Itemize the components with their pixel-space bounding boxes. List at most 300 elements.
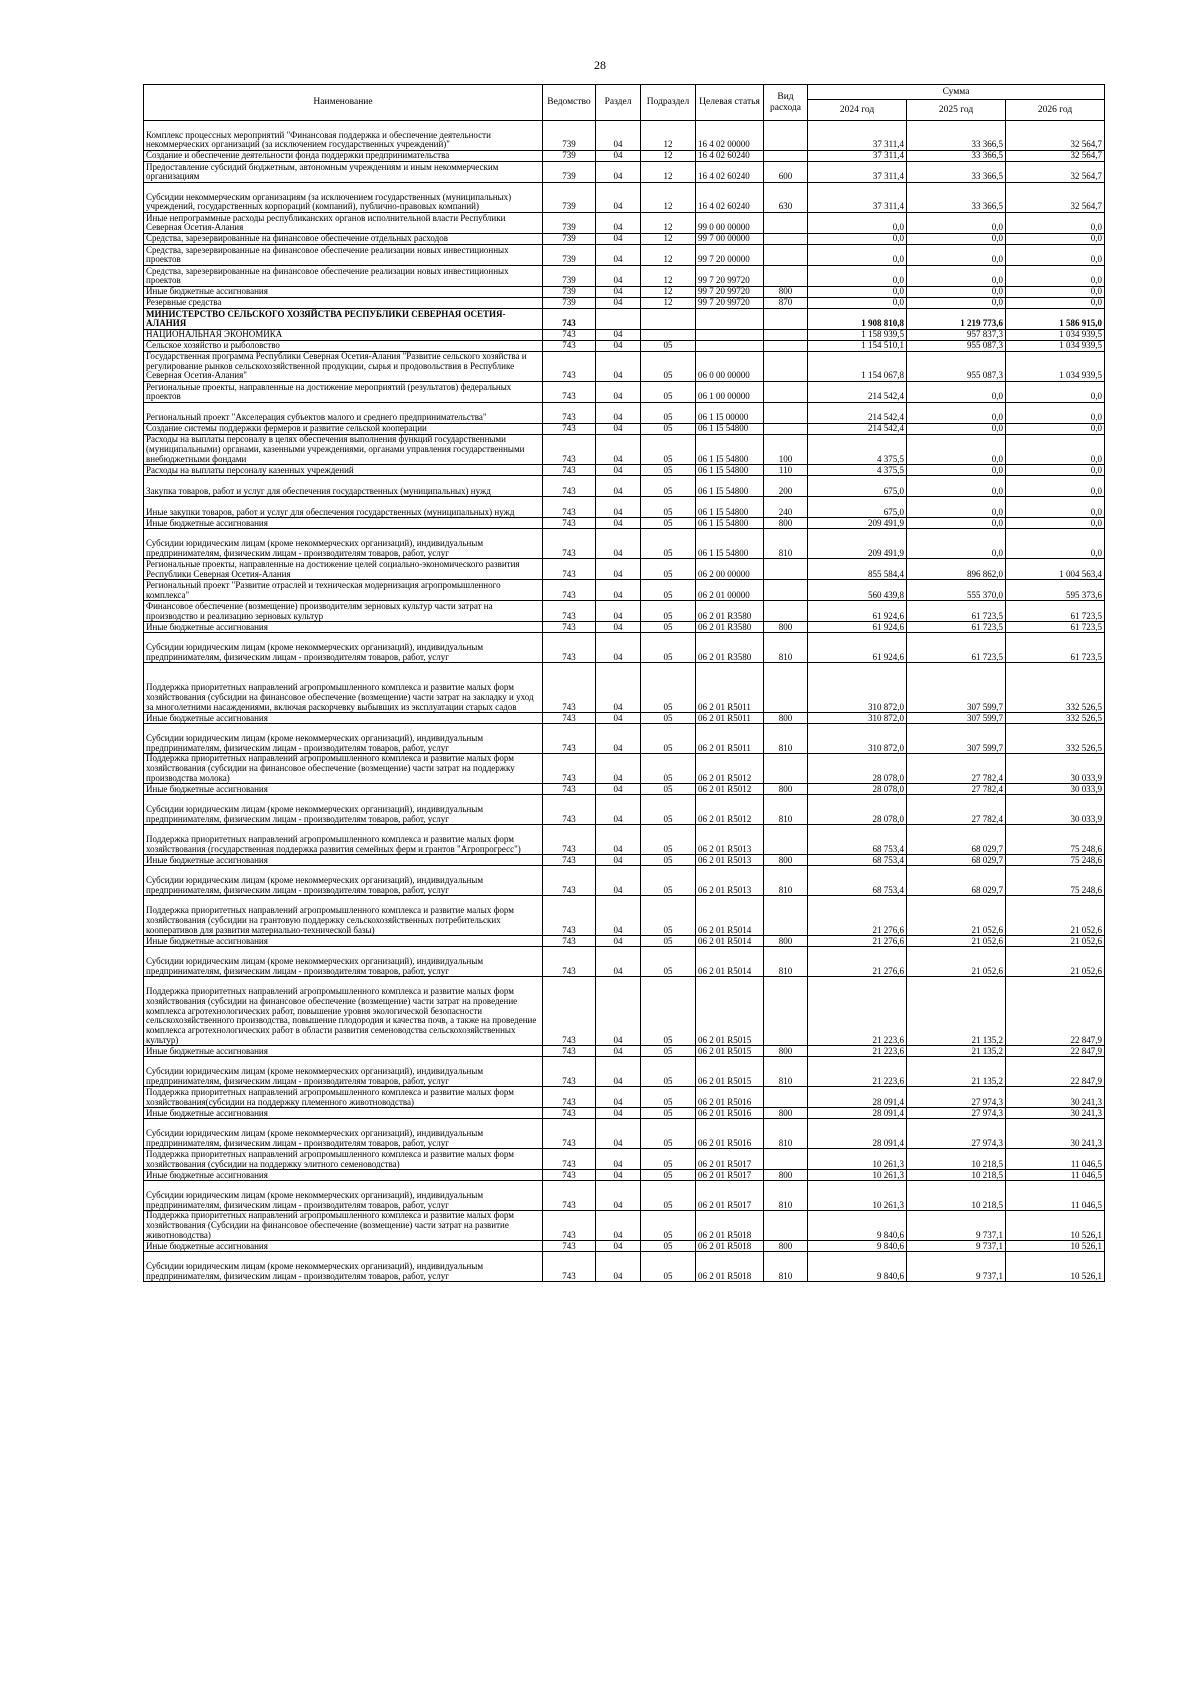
cell-expense-type (764, 151, 808, 162)
cell-2026: 32 564,7 (1006, 162, 1105, 183)
cell-2024: 0,0 (808, 213, 907, 234)
cell-2024: 37 311,4 (808, 151, 907, 162)
table-row (144, 497, 1105, 518)
cell-section: 04 (596, 529, 641, 559)
cell-2024: 21 276,6 (808, 947, 907, 977)
cell-name: Региональные проекты, направленные на достижение целей социально-экономического развития Республики Северная Осетия-Алания (144, 559, 543, 580)
table-row (144, 309, 1105, 330)
cell-name: Субсидии юридическим лицам (кроме некоммерческих организаций), индивидуальным предпринимателям, физическим лицам - производителям товаров, работ, услуг (144, 633, 543, 663)
cell-subsection: 05 (641, 424, 696, 435)
cell-section: 04 (596, 713, 641, 724)
cell-subsection: 05 (641, 518, 696, 529)
cell-name: Иные бюджетные ассигнования (144, 713, 543, 724)
cell-2026: 61 723,5 (1006, 601, 1105, 622)
cell-section: 04 (596, 663, 641, 713)
cell-name: Субсидии юридическим лицам (кроме некоммерческих организаций), индивидуальным предпринимателям, физическим лицам - производителям товаров, работ, услуг (144, 1119, 543, 1149)
cell-2024: 21 276,6 (808, 936, 907, 947)
cell-2024: 214 542,4 (808, 424, 907, 435)
cell-subsection: 05 (641, 1252, 696, 1282)
cell-department: 739 (543, 151, 596, 162)
cell-2026: 22 847,9 (1006, 1046, 1105, 1057)
cell-subsection: 05 (641, 1170, 696, 1181)
cell-section: 04 (596, 855, 641, 866)
cell-2025: 0,0 (907, 529, 1006, 559)
cell-subsection: 12 (641, 121, 696, 151)
cell-subsection: 05 (641, 1181, 696, 1211)
cell-expense-type (764, 403, 808, 424)
cell-2024: 0,0 (808, 287, 907, 298)
cell-2025: 21 135,2 (907, 977, 1006, 1046)
cell-target-article: 06 2 01 R5017 (696, 1181, 764, 1211)
cell-2025: 21 052,6 (907, 936, 1006, 947)
cell-2024: 310 872,0 (808, 724, 907, 754)
cell-target-article: 06 2 01 R5014 (696, 896, 764, 936)
cell-subsection: 12 (641, 162, 696, 183)
cell-2026: 0,0 (1006, 476, 1105, 497)
table-row (144, 663, 1105, 713)
cell-target-article: 06 2 01 R5017 (696, 1170, 764, 1181)
cell-subsection: 05 (641, 713, 696, 724)
cell-section (596, 309, 641, 330)
cell-target-article: 06 2 01 R5015 (696, 1057, 764, 1087)
cell-department: 743 (543, 713, 596, 724)
cell-expense-type (764, 352, 808, 382)
cell-2025: 0,0 (907, 403, 1006, 424)
cell-2026: 0,0 (1006, 245, 1105, 266)
cell-expense-type: 800 (764, 287, 808, 298)
cell-2026: 10 526,1 (1006, 1211, 1105, 1241)
cell-2026: 1 034 939,5 (1006, 352, 1105, 382)
cell-section: 04 (596, 287, 641, 298)
cell-name: Предоставление субсидий бюджетным, автономным учреждениям и иным некоммерческим организациям (144, 162, 543, 183)
cell-target-article: 06 1 I5 54800 (696, 465, 764, 476)
cell-2026: 30 033,9 (1006, 784, 1105, 795)
cell-department: 743 (543, 529, 596, 559)
cell-2026: 0,0 (1006, 403, 1105, 424)
cell-target-article: 06 2 01 R5014 (696, 947, 764, 977)
cell-2025: 27 974,3 (907, 1119, 1006, 1149)
table-row (144, 266, 1105, 287)
cell-subsection: 05 (641, 601, 696, 622)
cell-section: 04 (596, 1108, 641, 1119)
cell-expense-type (764, 266, 808, 287)
cell-2024: 21 223,6 (808, 1046, 907, 1057)
cell-2024: 214 542,4 (808, 382, 907, 403)
cell-2026: 21 052,6 (1006, 947, 1105, 977)
cell-name: Расходы на выплаты персоналу в целях обеспечения выполнения функций государственными (муниципальными) органами, казенными учреждениями, органами управления государственными внебюджетными фондами (144, 435, 543, 465)
cell-expense-type: 870 (764, 298, 808, 309)
cell-department: 739 (543, 213, 596, 234)
cell-department: 739 (543, 266, 596, 287)
cell-2025: 307 599,7 (907, 724, 1006, 754)
cell-expense-type (764, 1211, 808, 1241)
table-row (144, 1046, 1105, 1057)
cell-2026: 32 564,7 (1006, 183, 1105, 213)
cell-2025: 33 366,5 (907, 162, 1006, 183)
cell-department: 739 (543, 121, 596, 151)
cell-2024: 10 261,3 (808, 1170, 907, 1181)
cell-expense-type: 810 (764, 724, 808, 754)
cell-expense-type (764, 341, 808, 352)
table-row (144, 1119, 1105, 1149)
cell-section: 04 (596, 403, 641, 424)
cell-section: 04 (596, 465, 641, 476)
cell-2024: 21 276,6 (808, 896, 907, 936)
cell-subsection (641, 309, 696, 330)
cell-2024: 1 908 810,8 (808, 309, 907, 330)
cell-2026: 0,0 (1006, 287, 1105, 298)
cell-2026: 0,0 (1006, 213, 1105, 234)
cell-2025: 896 862,0 (907, 559, 1006, 580)
cell-name: Создание системы поддержки фермеров и развитие сельской кооперации (144, 424, 543, 435)
cell-name: Субсидии юридическим лицам (кроме некоммерческих организаций), индивидуальным предпринимателям, физическим лицам - производителям товаров, работ, услуг (144, 947, 543, 977)
cell-expense-type: 800 (764, 855, 808, 866)
cell-name: Государственная программа Республики Северная Осетия-Алания "Развитие сельского хозяйства и регулирование рынков сельскохозяйственной продукции, сырья и продовольствия в Республике Северная Осетия-Алания" (144, 352, 543, 382)
cell-target-article: 99 7 20 99720 (696, 298, 764, 309)
cell-subsection: 12 (641, 266, 696, 287)
cell-department: 743 (543, 896, 596, 936)
cell-section: 04 (596, 1252, 641, 1282)
cell-2025: 9 737,1 (907, 1211, 1006, 1241)
cell-2025: 955 087,3 (907, 341, 1006, 352)
cell-department: 743 (543, 341, 596, 352)
cell-expense-type (764, 1149, 808, 1170)
cell-expense-type: 810 (764, 947, 808, 977)
cell-department: 743 (543, 1046, 596, 1057)
cell-department: 743 (543, 663, 596, 713)
cell-department: 743 (543, 1241, 596, 1252)
cell-2026: 32 564,7 (1006, 151, 1105, 162)
cell-section: 04 (596, 382, 641, 403)
cell-name: Поддержка приоритетных направлений агропромышленного комплекса и развитие малых форм хозяйствования (субсидии на грантовую поддержку сельскохозяйственных потребительских кооперативов для развития материально-технической базы) (144, 896, 543, 936)
cell-section: 04 (596, 213, 641, 234)
cell-name: Региональный проект "Развитие отраслей и техническая модернизация агропромышленного комплекса" (144, 580, 543, 601)
table-row (144, 1241, 1105, 1252)
cell-section: 04 (596, 784, 641, 795)
cell-department: 743 (543, 795, 596, 825)
cell-2026: 0,0 (1006, 529, 1105, 559)
cell-2025: 0,0 (907, 497, 1006, 518)
cell-2026: 30 033,9 (1006, 795, 1105, 825)
cell-department: 743 (543, 382, 596, 403)
header-sum: Сумма (808, 85, 1105, 100)
header-name: Наименование (144, 85, 543, 121)
table-row (144, 183, 1105, 213)
cell-section: 04 (596, 435, 641, 465)
cell-2025: 10 218,5 (907, 1181, 1006, 1211)
header-department: Ведомство (543, 85, 596, 121)
table-body (144, 121, 1105, 1282)
cell-2024: 310 872,0 (808, 713, 907, 724)
table-row (144, 580, 1105, 601)
cell-subsection: 05 (641, 559, 696, 580)
cell-2026: 1 586 915,0 (1006, 309, 1105, 330)
cell-expense-type (764, 382, 808, 403)
table-row (144, 330, 1105, 341)
cell-target-article: 06 2 01 R5018 (696, 1211, 764, 1241)
cell-expense-type: 810 (764, 1252, 808, 1282)
cell-subsection: 12 (641, 183, 696, 213)
cell-name: Иные бюджетные ассигнования (144, 1108, 543, 1119)
cell-section: 04 (596, 1087, 641, 1108)
table-row (144, 518, 1105, 529)
cell-section: 04 (596, 183, 641, 213)
cell-name: Средства, зарезервированные на финансовое обеспечение отдельных расходов (144, 234, 543, 245)
cell-subsection: 05 (641, 1046, 696, 1057)
cell-target-article: 06 1 I5 54800 (696, 476, 764, 497)
cell-subsection: 05 (641, 497, 696, 518)
table-row (144, 382, 1105, 403)
cell-section: 04 (596, 162, 641, 183)
table-row (144, 633, 1105, 663)
cell-expense-type: 110 (764, 465, 808, 476)
header-year-2024: 2024 год (808, 100, 907, 121)
cell-2024: 21 223,6 (808, 1057, 907, 1087)
cell-name: Иные непрограммные расходы республиканских органов исполнительной власти Республики Северная Осетия-Алания (144, 213, 543, 234)
cell-subsection: 05 (641, 1087, 696, 1108)
cell-2024: 37 311,4 (808, 162, 907, 183)
cell-expense-type (764, 580, 808, 601)
table-row (144, 724, 1105, 754)
cell-subsection: 05 (641, 622, 696, 633)
cell-expense-type: 240 (764, 497, 808, 518)
cell-section: 04 (596, 234, 641, 245)
header-section: Раздел (596, 85, 641, 121)
cell-2024: 1 154 510,1 (808, 341, 907, 352)
cell-section: 04 (596, 341, 641, 352)
table-row (144, 866, 1105, 896)
cell-2025: 10 218,5 (907, 1170, 1006, 1181)
cell-section: 04 (596, 245, 641, 266)
table-row (144, 977, 1105, 1046)
cell-subsection: 05 (641, 633, 696, 663)
cell-2025: 0,0 (907, 213, 1006, 234)
cell-target-article (696, 341, 764, 352)
cell-2025: 33 366,5 (907, 121, 1006, 151)
table-row (144, 855, 1105, 866)
cell-2024: 560 439,8 (808, 580, 907, 601)
table-row (144, 1170, 1105, 1181)
table-row (144, 784, 1105, 795)
cell-department: 743 (543, 1211, 596, 1241)
cell-2025: 33 366,5 (907, 151, 1006, 162)
cell-2026: 332 526,5 (1006, 724, 1105, 754)
cell-2025: 21 052,6 (907, 896, 1006, 936)
cell-department: 743 (543, 497, 596, 518)
cell-subsection: 05 (641, 977, 696, 1046)
cell-department: 743 (543, 1170, 596, 1181)
cell-2024: 4 375,5 (808, 465, 907, 476)
cell-section: 04 (596, 1046, 641, 1057)
cell-2024: 61 924,6 (808, 633, 907, 663)
cell-subsection: 05 (641, 465, 696, 476)
cell-subsection: 12 (641, 234, 696, 245)
cell-department: 739 (543, 183, 596, 213)
cell-expense-type: 100 (764, 435, 808, 465)
cell-expense-type (764, 245, 808, 266)
cell-expense-type: 800 (764, 1108, 808, 1119)
cell-target-article: 06 2 01 00000 (696, 580, 764, 601)
page-number: 28 (594, 58, 606, 72)
cell-2025: 9 737,1 (907, 1252, 1006, 1282)
cell-name: Иные бюджетные ассигнования (144, 1046, 543, 1057)
cell-expense-type (764, 213, 808, 234)
cell-2026: 0,0 (1006, 382, 1105, 403)
cell-2025: 27 974,3 (907, 1087, 1006, 1108)
cell-2026: 11 046,5 (1006, 1170, 1105, 1181)
cell-name: Иные бюджетные ассигнования (144, 622, 543, 633)
cell-target-article: 16 4 02 60240 (696, 183, 764, 213)
table-row (144, 713, 1105, 724)
cell-department: 743 (543, 936, 596, 947)
cell-subsection: 05 (641, 580, 696, 601)
cell-subsection: 12 (641, 245, 696, 266)
cell-2024: 37 311,4 (808, 183, 907, 213)
cell-subsection: 05 (641, 1241, 696, 1252)
cell-target-article: 06 2 01 R5011 (696, 724, 764, 754)
cell-2024: 209 491,9 (808, 529, 907, 559)
cell-name: Комплекс процессных мероприятий "Финансовая поддержка и обеспечение деятельности некоммерческих организаций (за исключением государственных учреждений)" (144, 121, 543, 151)
cell-2025: 555 370,0 (907, 580, 1006, 601)
cell-name: Финансовое обеспечение (возмещение) производителям зерновых культур части затрат на производство и реализацию зерновых культур (144, 601, 543, 622)
table-row (144, 424, 1105, 435)
cell-2024: 28 091,4 (808, 1108, 907, 1119)
cell-section: 04 (596, 601, 641, 622)
cell-name: Субсидии юридическим лицам (кроме некоммерческих организаций), индивидуальным предпринимателям, физическим лицам - производителям товаров, работ, услуг (144, 1252, 543, 1282)
cell-2025: 307 599,7 (907, 663, 1006, 713)
cell-target-article: 06 2 01 R5013 (696, 825, 764, 855)
cell-2026: 0,0 (1006, 497, 1105, 518)
cell-2025: 957 837,3 (907, 330, 1006, 341)
cell-expense-type: 800 (764, 622, 808, 633)
cell-section: 04 (596, 1170, 641, 1181)
cell-section: 04 (596, 936, 641, 947)
cell-name: Резервные средства (144, 298, 543, 309)
cell-2024: 0,0 (808, 245, 907, 266)
cell-target-article: 06 1 00 00000 (696, 382, 764, 403)
cell-2025: 0,0 (907, 234, 1006, 245)
cell-2025: 61 723,5 (907, 601, 1006, 622)
cell-target-article: 06 2 01 R5015 (696, 977, 764, 1046)
cell-target-article: 06 2 01 R3580 (696, 633, 764, 663)
cell-2026: 0,0 (1006, 234, 1105, 245)
cell-subsection: 05 (641, 947, 696, 977)
cell-expense-type: 800 (764, 518, 808, 529)
cell-section: 04 (596, 1211, 641, 1241)
cell-section: 04 (596, 1181, 641, 1211)
cell-subsection: 05 (641, 754, 696, 784)
cell-section: 04 (596, 580, 641, 601)
table-row (144, 121, 1105, 151)
cell-target-article: 06 2 01 R5016 (696, 1087, 764, 1108)
table-row (144, 795, 1105, 825)
table-row (144, 559, 1105, 580)
cell-expense-type: 810 (764, 795, 808, 825)
cell-2024: 310 872,0 (808, 663, 907, 713)
cell-2024: 10 261,3 (808, 1149, 907, 1170)
cell-name: Поддержка приоритетных направлений агропромышленного комплекса и развитие малых форм хозяйствования (государственная поддержка развития семейных ферм и грантов "Агропрогресс") (144, 825, 543, 855)
cell-2024: 9 840,6 (808, 1211, 907, 1241)
cell-2024: 28 078,0 (808, 795, 907, 825)
cell-expense-type (764, 234, 808, 245)
cell-name: Региональные проекты, направленные на достижение мероприятий (результатов) федеральных проектов (144, 382, 543, 403)
table-row (144, 1181, 1105, 1211)
cell-name: Создание и обеспечение деятельности фонда поддержки предпринимательства (144, 151, 543, 162)
cell-2025: 68 029,7 (907, 866, 1006, 896)
cell-department: 743 (543, 1119, 596, 1149)
cell-2026: 595 373,6 (1006, 580, 1105, 601)
cell-subsection: 05 (641, 855, 696, 866)
cell-department: 743 (543, 580, 596, 601)
cell-target-article: 06 1 I5 00000 (696, 403, 764, 424)
cell-name: Средства, зарезервированные на финансовое обеспечение реализации новых инвестиционных проектов (144, 266, 543, 287)
cell-2025: 68 029,7 (907, 855, 1006, 866)
cell-2025: 61 723,5 (907, 633, 1006, 663)
cell-2025: 21 135,2 (907, 1057, 1006, 1087)
cell-subsection: 05 (641, 435, 696, 465)
cell-name: Субсидии некоммерческим организациям (за исключением государственных (муниципальных) учреждений, государственных корпораций (компаний), публично-правовых компаний) (144, 183, 543, 213)
cell-department: 743 (543, 1057, 596, 1087)
cell-name: Расходы на выплаты персоналу казенных учреждений (144, 465, 543, 476)
cell-expense-type: 800 (764, 1241, 808, 1252)
table-row (144, 465, 1105, 476)
table-row (144, 601, 1105, 622)
cell-2026: 22 847,9 (1006, 977, 1105, 1046)
cell-target-article: 06 1 I5 54800 (696, 435, 764, 465)
cell-2024: 1 154 067,8 (808, 352, 907, 382)
cell-target-article: 06 1 I5 54800 (696, 518, 764, 529)
cell-name: Иные бюджетные ассигнования (144, 1170, 543, 1181)
table-row (144, 245, 1105, 266)
cell-target-article: 06 2 01 R5018 (696, 1252, 764, 1282)
cell-name: Региональный проект "Акселерация субъектов малого и среднего предпринимательства" (144, 403, 543, 424)
cell-department: 743 (543, 977, 596, 1046)
cell-name: Субсидии юридическим лицам (кроме некоммерческих организаций), индивидуальным предпринимателям, физическим лицам - производителям товаров, работ, услуг (144, 529, 543, 559)
cell-section: 04 (596, 330, 641, 341)
cell-department: 739 (543, 298, 596, 309)
cell-2025: 21 052,6 (907, 947, 1006, 977)
cell-expense-type: 810 (764, 1057, 808, 1087)
cell-section: 04 (596, 1241, 641, 1252)
header-year-2025: 2025 год (907, 100, 1006, 121)
cell-subsection: 05 (641, 663, 696, 713)
cell-subsection: 12 (641, 213, 696, 234)
cell-2026: 0,0 (1006, 298, 1105, 309)
cell-department: 743 (543, 724, 596, 754)
cell-expense-type: 800 (764, 784, 808, 795)
cell-target-article: 06 2 01 R5011 (696, 663, 764, 713)
cell-target-article: 06 2 01 R3580 (696, 622, 764, 633)
cell-expense-type: 630 (764, 183, 808, 213)
cell-2026: 75 248,6 (1006, 855, 1105, 866)
cell-target-article: 16 4 02 60240 (696, 151, 764, 162)
cell-subsection: 12 (641, 298, 696, 309)
cell-section: 04 (596, 518, 641, 529)
table-row (144, 1149, 1105, 1170)
cell-2026: 11 046,5 (1006, 1149, 1105, 1170)
cell-subsection: 05 (641, 1211, 696, 1241)
cell-expense-type: 800 (764, 936, 808, 947)
cell-target-article: 06 2 01 R3580 (696, 601, 764, 622)
cell-expense-type (764, 896, 808, 936)
cell-2024: 68 753,4 (808, 825, 907, 855)
cell-2025: 10 218,5 (907, 1149, 1006, 1170)
cell-2024: 61 924,6 (808, 601, 907, 622)
cell-department: 743 (543, 330, 596, 341)
cell-2024: 214 542,4 (808, 403, 907, 424)
cell-section: 04 (596, 352, 641, 382)
cell-2025: 0,0 (907, 476, 1006, 497)
